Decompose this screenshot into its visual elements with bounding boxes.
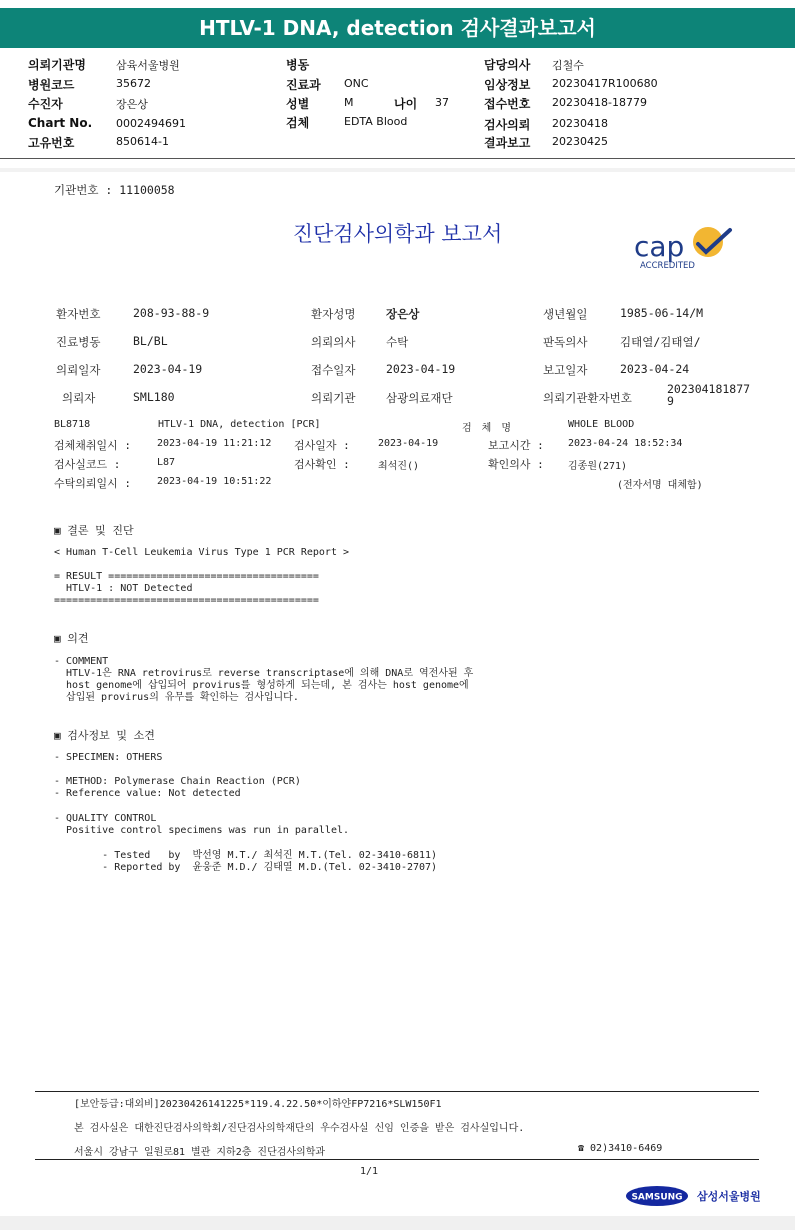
- patient-label: 생년월일: [543, 307, 588, 321]
- lab-code-label: 검사실코드 :: [54, 458, 121, 471]
- patient-label: 보고일자: [543, 363, 588, 377]
- request-time-label: 수탁의뢰일시 :: [54, 477, 132, 490]
- label-doctor: 담당의사: [484, 58, 531, 72]
- patient-value: 2023-04-19: [386, 362, 456, 376]
- patient-label: 의뢰의사: [311, 335, 356, 349]
- section-conclusion-title: ▣ 결론 및 진단: [54, 524, 134, 537]
- cap-accredited-text: ACCREDITED: [640, 261, 695, 271]
- label-unique-no: 고유번호: [28, 136, 75, 150]
- value-unique-no: 850614-1: [116, 135, 169, 148]
- test-date-value: 2023-04-19: [378, 438, 439, 449]
- certification-note: 본 검사실은 대한진단검사의학회/진단검사의학재단의 우수검사실 신임 인증을 받은 검사실입니다.: [74, 1123, 525, 1134]
- institution-number: 기관번호 : 11100058: [54, 183, 175, 197]
- patient-label: 의뢰기관: [311, 391, 356, 405]
- patient-value: 1985-06-14/M: [620, 306, 704, 320]
- patient-label: 의뢰기관환자번호: [543, 391, 632, 405]
- label-hospital-code: 병원코드: [28, 78, 75, 92]
- header-divider: [0, 158, 795, 159]
- collect-label: 검체채취일시 :: [54, 439, 132, 452]
- patient-value: 2023-04-24: [620, 362, 690, 376]
- cap-accredited-logo: [630, 224, 740, 274]
- value-specimen: EDTA Blood: [344, 115, 408, 128]
- value-age: 37: [435, 96, 449, 109]
- value-requester: 삼육서울병원: [116, 59, 180, 72]
- value-hospital-code: 35672: [116, 77, 151, 90]
- value-accession-no: 20230418-18779: [552, 96, 647, 109]
- patient-label: 접수일자: [311, 363, 356, 377]
- test-code: BL8718: [54, 419, 91, 430]
- test-date-label: 검사일자 :: [294, 439, 350, 452]
- section-opinion-title: ▣ 의견: [54, 632, 89, 645]
- patient-value: 김태열/김태열/: [620, 335, 701, 349]
- label-ward: 병동: [286, 58, 310, 72]
- label-chart-no: Chart No.: [28, 116, 93, 130]
- bottom-band: [0, 1216, 795, 1230]
- label-result-date: 결과보고: [484, 136, 531, 150]
- value-request-date: 20230418: [552, 117, 608, 130]
- header-band: [0, 168, 795, 172]
- confirm-value: 최석진(): [378, 461, 420, 472]
- patient-label: 의뢰자: [62, 391, 96, 405]
- label-requester: 의뢰기관명: [28, 58, 86, 72]
- label-patient: 수진자: [28, 97, 63, 111]
- report-time-label: 보고시간 :: [488, 439, 544, 452]
- result-block: = RESULT =================================== HTLV-1 : NOT Detected ============================================: [54, 571, 319, 606]
- value-dept: ONC: [344, 77, 369, 90]
- report-title-bar: HTLV-1 DNA, detection 검사결과보고서: [0, 8, 795, 48]
- patient-value: 삼광의료재단: [386, 391, 453, 405]
- value-patient: 장은상: [116, 98, 148, 111]
- patient-label: 진료병동: [56, 335, 101, 349]
- method-block: - METHOD: Polymerase Chain Reaction (PCR) - Reference value: Not detected: [54, 776, 301, 799]
- value-doctor: 김철수: [552, 59, 584, 72]
- doctor-label: 확인의사 :: [488, 458, 544, 471]
- patient-value: 2023-04-19: [133, 362, 203, 376]
- doctor-value: 김종원(271): [568, 461, 628, 472]
- confirm-label: 검사확인 :: [294, 458, 350, 471]
- label-accession-no: 접수번호: [484, 97, 531, 111]
- cap-logo-graphic: [630, 224, 740, 274]
- qc-block: - QUALITY CONTROL Positive control specimens was run in parallel.: [54, 813, 350, 836]
- test-name: HTLV-1 DNA, detection [PCR]: [158, 419, 321, 430]
- page-number: 1/1: [360, 1166, 379, 1177]
- report-time-value: 2023-04-24 18:52:34: [568, 438, 683, 449]
- patient-label: 판독의사: [543, 335, 588, 349]
- patient-value: 장은상: [386, 307, 420, 321]
- footer-top-rule: [35, 1091, 759, 1092]
- label-age: 나이: [394, 97, 418, 111]
- patient-value: SML180: [133, 390, 175, 404]
- value-result-date: 20230425: [552, 135, 608, 148]
- patient-label: 환자번호: [56, 307, 101, 321]
- request-time-value: 2023-04-19 10:51:22: [157, 476, 272, 487]
- value-sex: M: [344, 96, 354, 109]
- lab-code-value: L87: [157, 457, 176, 468]
- samsung-wordmark: SAMSUNG: [631, 1192, 683, 1203]
- report-name: < Human T-Cell Leukemia Virus Type 1 PCR Report >: [54, 547, 350, 558]
- label-clinical-info: 임상정보: [484, 78, 531, 92]
- lab-phone: ☎ 02)3410-6469: [578, 1143, 663, 1154]
- value-chart-no: 0002494691: [116, 117, 186, 130]
- samsung-logo-graphic: [625, 1184, 765, 1208]
- e-signature-note: (전자서명 대체함): [617, 480, 703, 491]
- collect-value: 2023-04-19 11:21:12: [157, 438, 272, 449]
- specimen-line: - SPECIMEN: OTHERS: [54, 752, 163, 763]
- value-clinical-info: 20230417R100680: [552, 77, 658, 90]
- report-heading: 진단검사의학과 보고서: [292, 222, 503, 246]
- patient-label: 환자성명: [311, 307, 356, 321]
- comment-block: - COMMENT HTLV-1은 RNA retrovirus로 reverse transcriptase에 의해 DNA로 역전사된 후 host genome에 삽입되어 provirus를 형성하게 되는데, 본 검사는 host genome에 삽입된 provirus의 유무를 확인하는 검사입니다.: [54, 656, 474, 703]
- label-dept: 진료과: [286, 78, 321, 92]
- footer-bottom-rule: [35, 1159, 759, 1160]
- samsung-hospital-logo: [625, 1184, 765, 1208]
- section-testinfo-title: ▣ 검사정보 및 소견: [54, 729, 155, 742]
- patient-label: 의뢰일자: [56, 363, 101, 377]
- cap-logo-text: cap: [634, 230, 685, 263]
- lab-address: 서울시 강남구 일원로81 별관 지하2층 진단검사의학과: [74, 1147, 326, 1158]
- label-request-date: 검사의뢰: [484, 118, 531, 132]
- label-sex: 성별: [286, 97, 310, 111]
- security-level: [보안등급:대외비]20230426141225*119.4.22.50*이하얀FP7216*SLW150F1: [74, 1099, 442, 1110]
- tested-reported-block: - Tested by 박선영 M.T./ 최석진 M.T.(Tel. 02-3410-6811) - Reported by 윤웅준 M.D./ 김태열 M.D.(Tel. 02-3410-2707): [102, 850, 438, 873]
- patient-value: BL/BL: [133, 334, 168, 348]
- label-specimen: 검체: [286, 116, 310, 130]
- patient-value: 2023041818779: [667, 382, 751, 408]
- patient-value: 208-93-88-9: [133, 306, 210, 320]
- patient-value: 수탁: [386, 335, 409, 349]
- specimen-label: 검 체 명: [462, 423, 514, 434]
- specimen-value: WHOLE BLOOD: [568, 419, 635, 430]
- hospital-name: 삼성서울병원: [697, 1190, 761, 1203]
